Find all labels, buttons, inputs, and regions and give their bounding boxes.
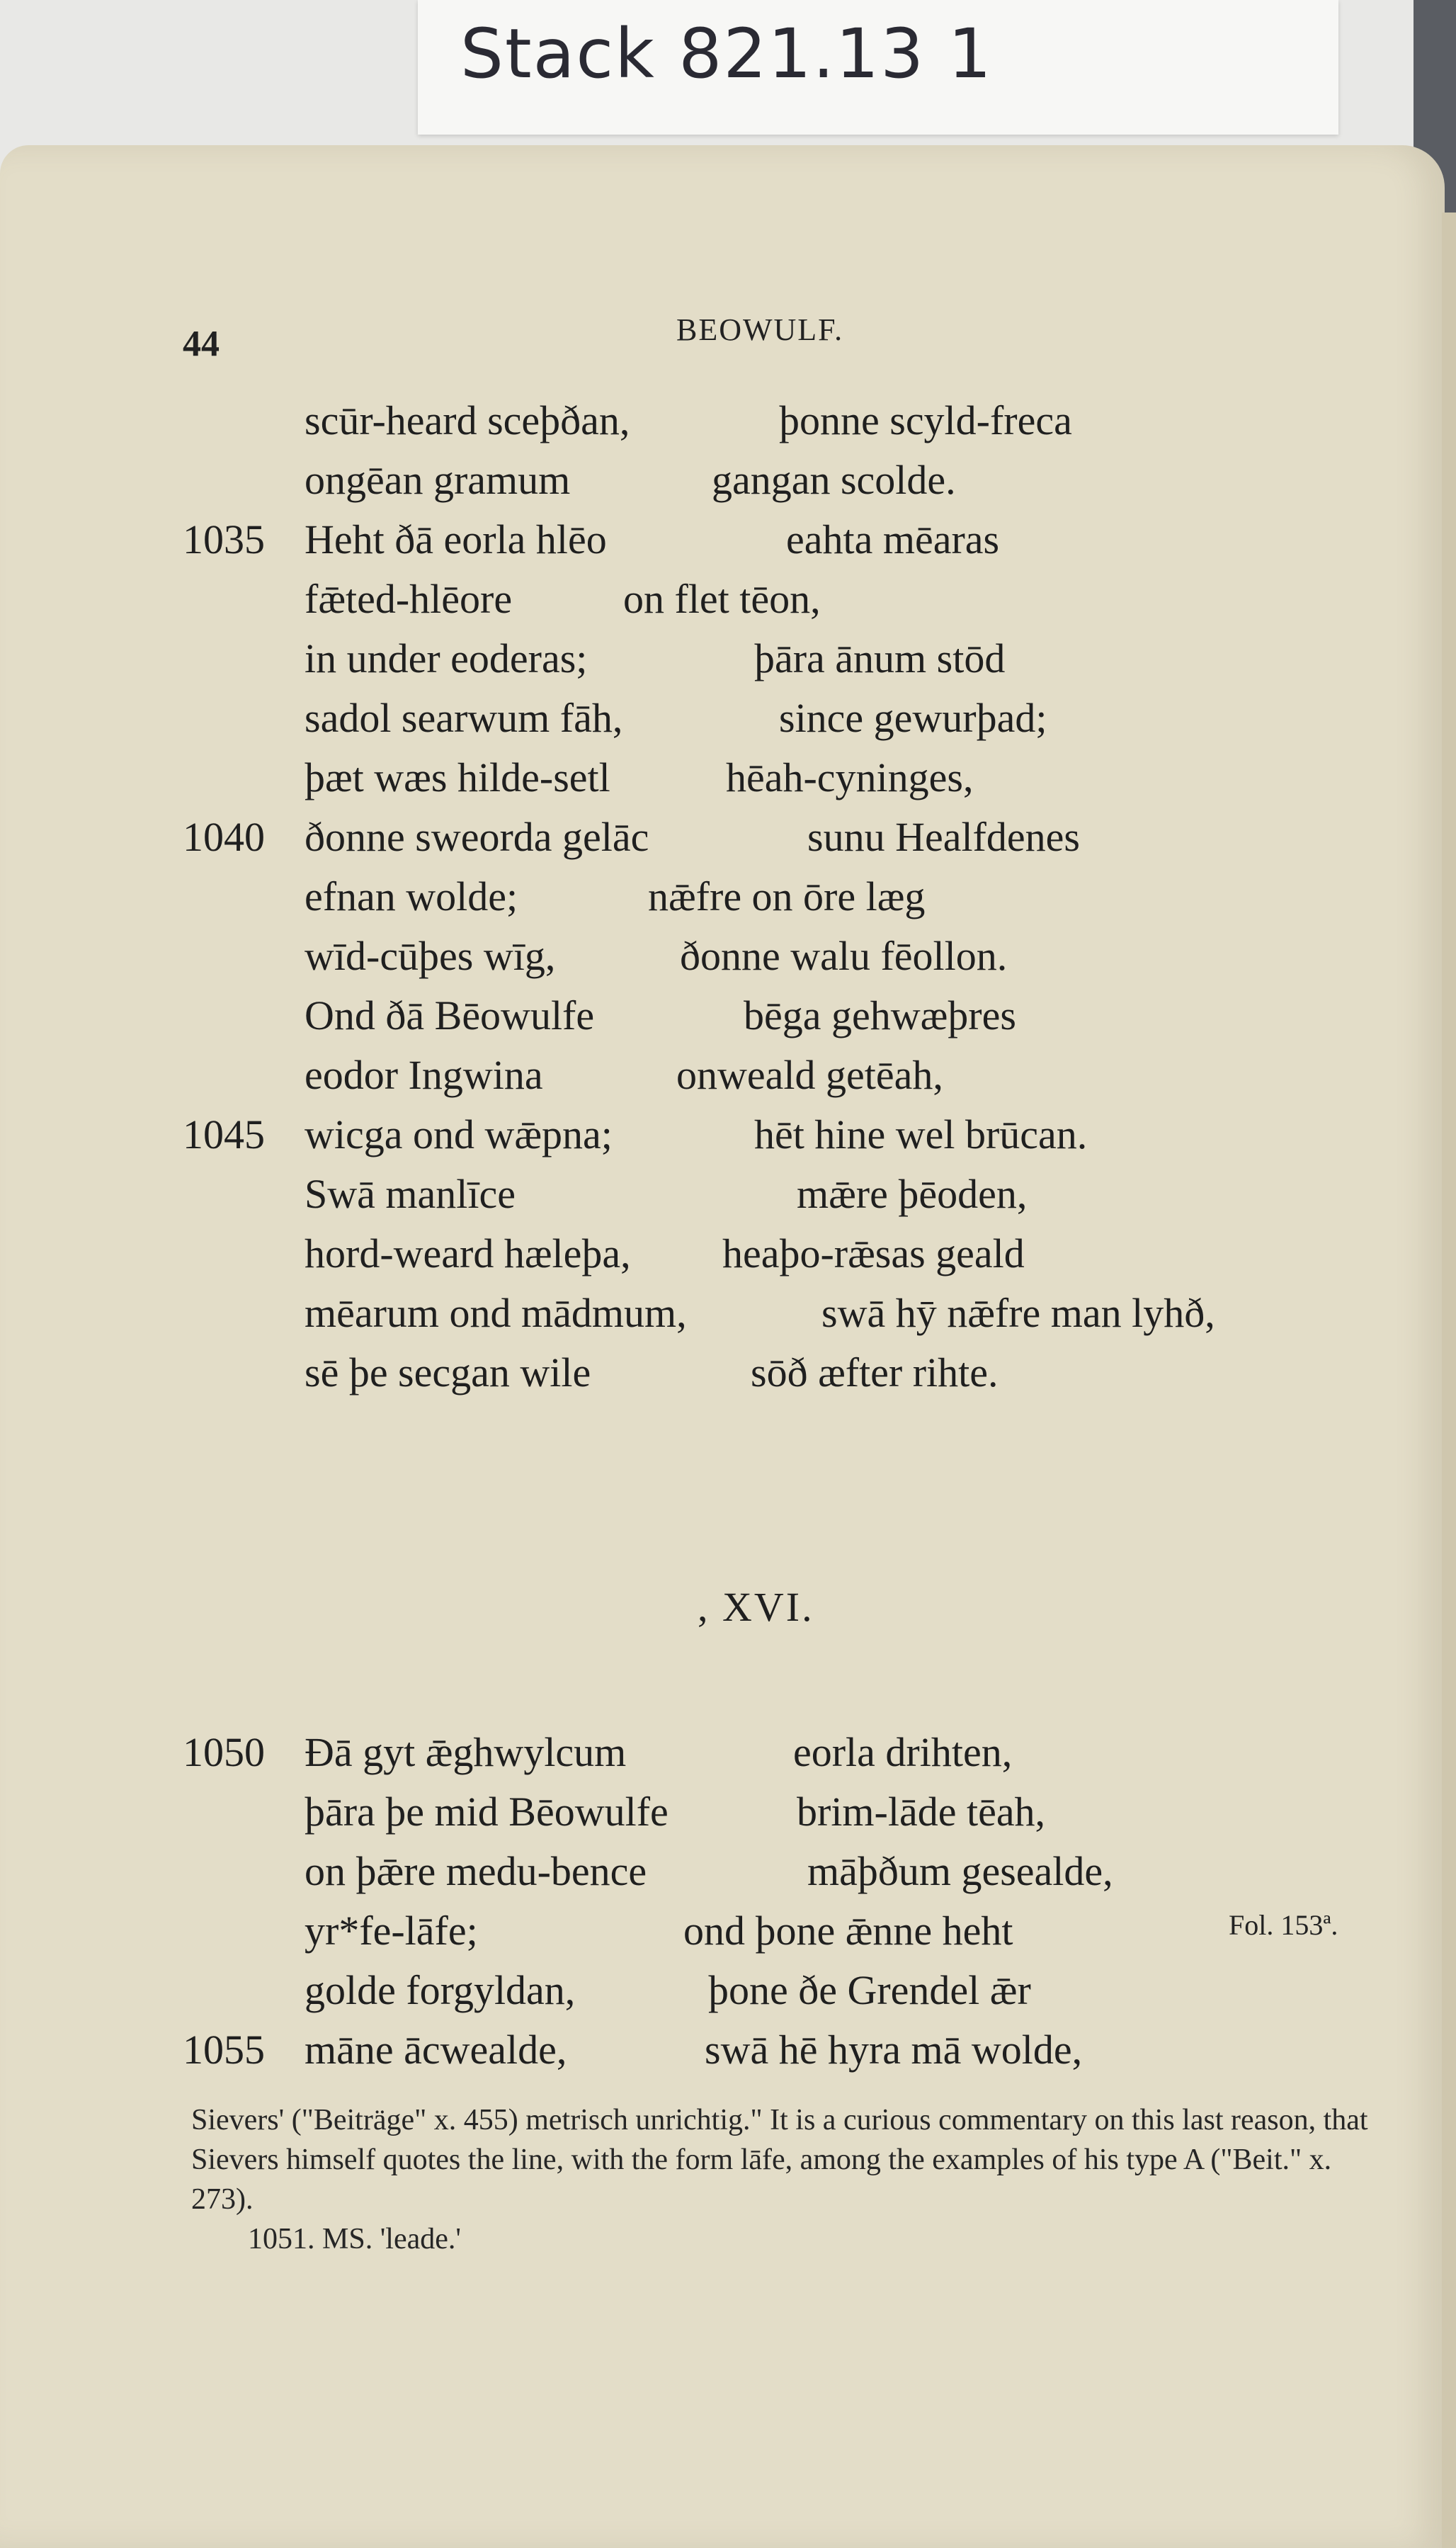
verse-line [0, 932, 1456, 992]
second-half-line: þonne scyld-freca [779, 397, 1072, 443]
page-number: 44 [183, 324, 220, 364]
verse-line [0, 1111, 1456, 1170]
verse-line [0, 456, 1456, 516]
second-half-line: sōð æfter rihte. [751, 1349, 999, 1395]
first-half-line: scūr-heard sceþðan, [305, 397, 630, 443]
second-half-line: sunu Healfdenes [807, 814, 1080, 860]
first-half-line: mēarum ond mādmum, [305, 1290, 687, 1336]
verse-line [0, 1289, 1456, 1349]
second-half-line: nǣfre on ōre læg [648, 873, 926, 919]
second-half-line: māþðum gesealde, [807, 1848, 1113, 1894]
first-half-line: eodor Ingwina [305, 1052, 543, 1098]
second-half-line: eorla drihten, [793, 1729, 1013, 1775]
second-half-line: heaþo-rǣsas geald [722, 1230, 1025, 1276]
verse-line [0, 1051, 1456, 1111]
second-half-line: brim-lāde tēah, [797, 1789, 1046, 1835]
first-half-line: Ðā gyt ǣghwylcum [305, 1729, 627, 1775]
first-half-line: sadol searwum fāh, [305, 695, 623, 741]
second-half-line: ðonne walu fēollon. [680, 933, 1008, 979]
verse-line [0, 813, 1456, 873]
line-number: 1045 [183, 1111, 265, 1157]
running-title: BEOWULF. [676, 312, 844, 347]
verse-line [0, 1966, 1456, 2026]
first-half-line: Swā manlīce [305, 1171, 516, 1217]
verse-line [0, 1349, 1456, 1408]
second-half-line: hēt hine wel brūcan. [754, 1111, 1088, 1157]
first-half-line: on þǣre medu-bence [305, 1848, 647, 1894]
second-half-line: ond þone ǣnne heht [683, 1908, 1013, 1954]
verse-line [0, 754, 1456, 813]
verse-line [0, 635, 1456, 694]
verse-line [0, 694, 1456, 754]
line-number: 1050 [183, 1729, 265, 1775]
first-half-line: wicga ond wǣpna; [305, 1111, 613, 1157]
verse-line [0, 992, 1456, 1051]
verse-line [0, 1847, 1456, 1907]
second-half-line: swā hē hyra mā wolde, [705, 2027, 1083, 2073]
library-label [418, 0, 1338, 135]
first-half-line: Ond ðā Bēowulfe [305, 992, 595, 1038]
footnote: Sievers' ("Beiträge" x. 455) metrisch unrichtig." It is a curious commentary on this last reason, that Sievers himself quotes the line, with the form lāfe, among the examples of his type A ("Beit." x. 273). [191, 2104, 1368, 2216]
verse-line [0, 1788, 1456, 1847]
second-half-line: bēga gehwæþres [744, 992, 1016, 1038]
first-half-line: sē þe secgan wile [305, 1349, 591, 1395]
second-half-line: eahta mēaras [786, 516, 1000, 562]
first-half-line: yr*fe-lāfe; [305, 1908, 478, 1954]
second-half-line: gangan scolde. [712, 457, 956, 503]
section-heading: , XVI. [698, 1584, 814, 1630]
verse-line [0, 575, 1456, 635]
second-half-line: þone ðe Grendel ǣr [708, 1967, 1031, 2013]
footnote: 1051. MS. 'leade.' [248, 2223, 461, 2255]
second-half-line: mǣre þēoden, [797, 1171, 1028, 1217]
first-half-line: māne ācwealde, [305, 2027, 567, 2073]
verse-line [0, 397, 1456, 456]
second-half-line: swā hȳ nǣfre man lyhð, [821, 1290, 1215, 1336]
verse-line [0, 516, 1456, 575]
second-half-line: þāra ānum stōd [754, 635, 1006, 681]
second-half-line: on flet tēon, [623, 576, 821, 622]
running-head [0, 305, 1456, 368]
first-half-line: ongēan gramum [305, 457, 571, 503]
verse-line [0, 873, 1456, 932]
line-number: 1040 [183, 814, 265, 860]
first-half-line: þæt wæs hilde-setl [305, 754, 610, 800]
first-half-line: hord-weard hæleþa, [305, 1230, 631, 1276]
first-half-line: Heht ðā eorla hlēo [305, 516, 607, 562]
first-half-line: þāra þe mid Bēowulfe [305, 1789, 669, 1835]
second-half-line: onweald getēah, [676, 1052, 943, 1098]
verse-line [0, 2026, 1456, 2085]
footnotes [191, 2100, 1395, 2259]
label-text: Stack 821.13 1 [460, 14, 993, 94]
first-half-line: in under eoderas; [305, 635, 588, 681]
second-half-line: hēah-cyninges, [726, 754, 974, 800]
verse-line [0, 1728, 1456, 1788]
second-half-line: since gewurþad; [779, 695, 1047, 741]
verse-line [0, 1170, 1456, 1230]
first-half-line: wīd-cūþes wīg, [305, 933, 556, 979]
verse-line [0, 1230, 1456, 1289]
first-half-line: efnan wolde; [305, 873, 518, 919]
line-number: 1055 [183, 2027, 265, 2073]
first-half-line: ðonne sweorda gelāc [305, 814, 649, 860]
first-half-line: fǣted-hlēore [305, 576, 513, 622]
folio-marginal-note: Fol. 153ª. [1229, 1909, 1338, 1941]
first-half-line: golde forgyldan, [305, 1967, 576, 2013]
line-number: 1035 [183, 516, 265, 562]
